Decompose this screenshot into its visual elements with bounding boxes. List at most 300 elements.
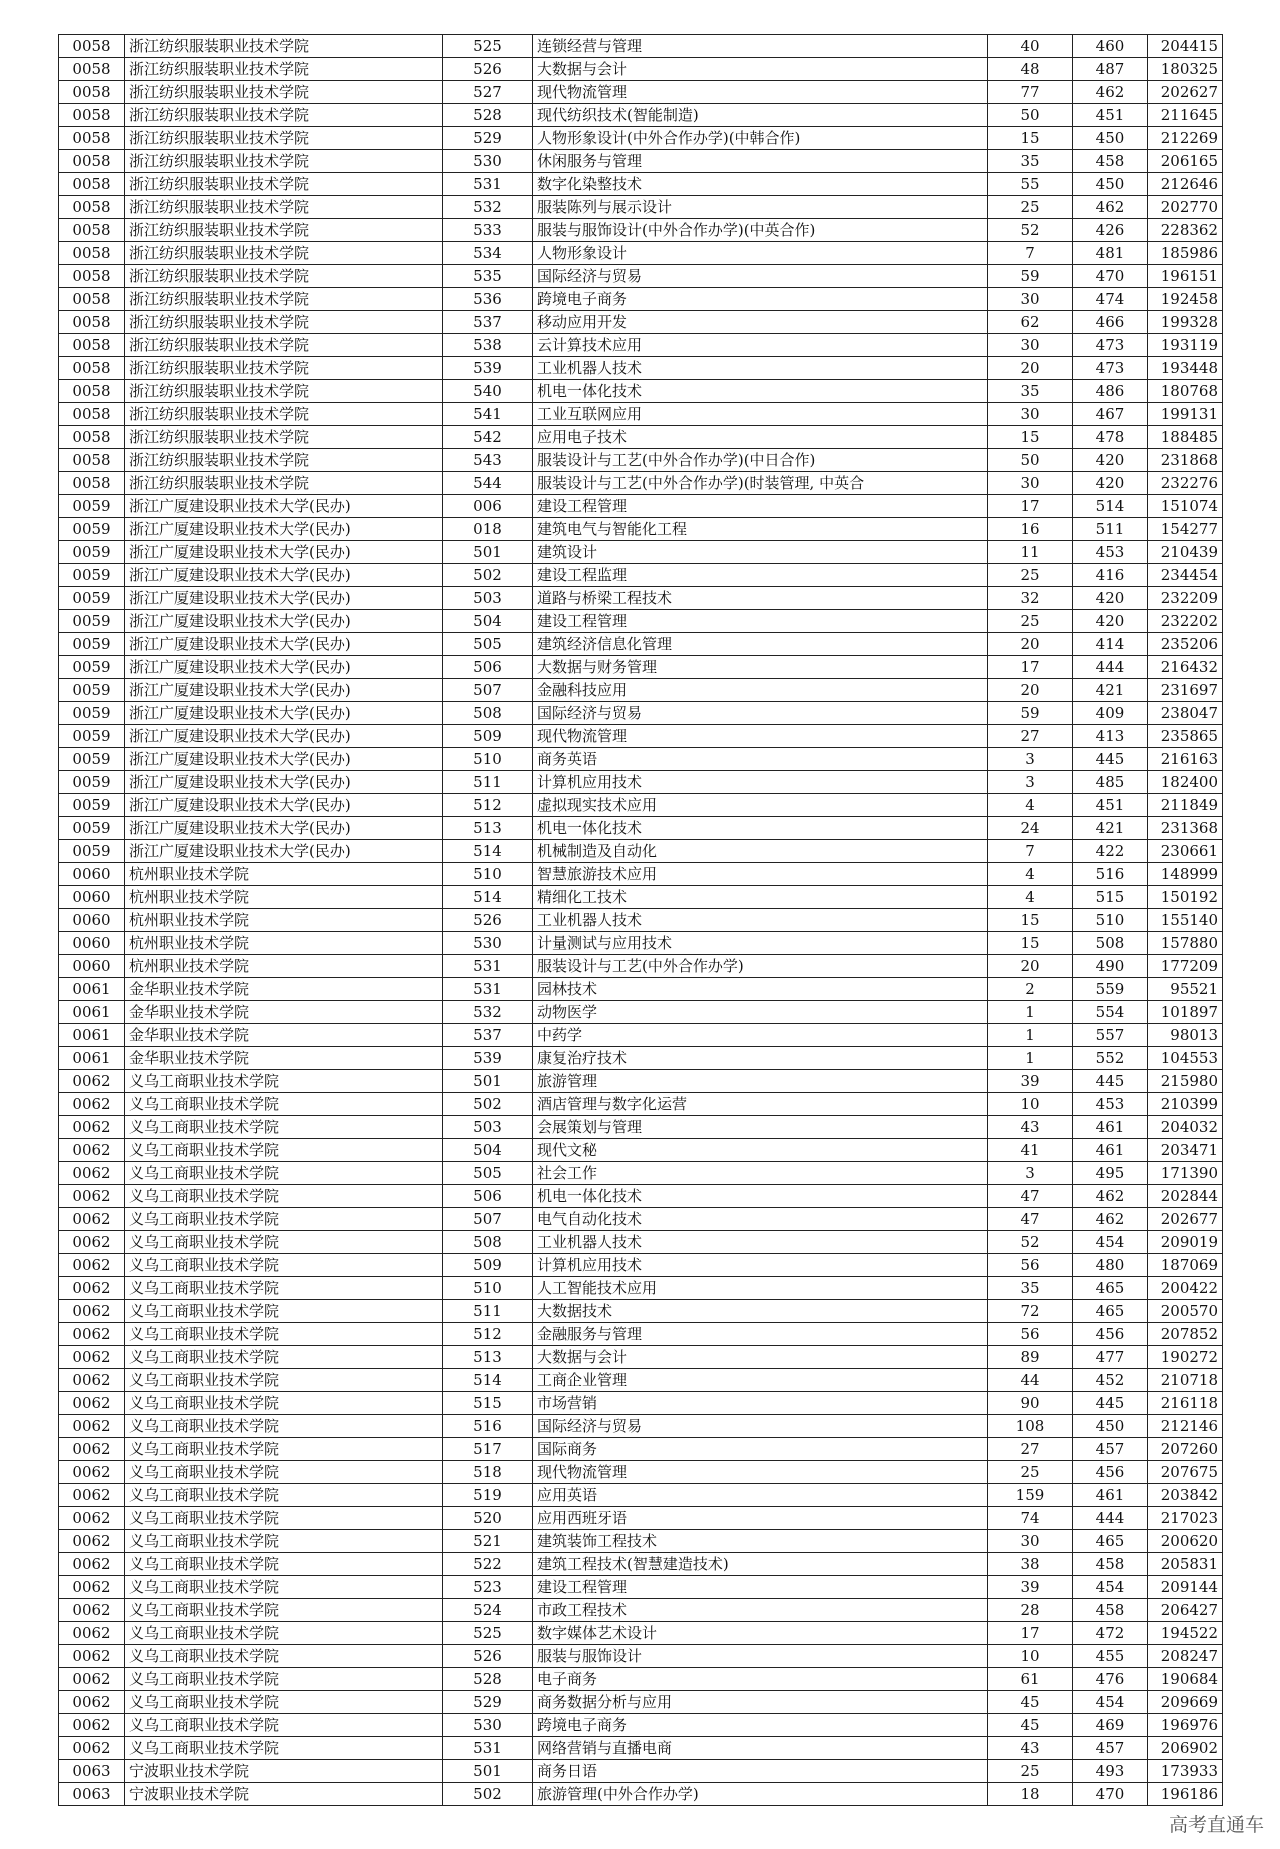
major-code-cell: 506 — [443, 1185, 533, 1208]
school-code-cell: 0062 — [59, 1346, 125, 1369]
school-name-cell: 金华职业技术学院 — [125, 1001, 443, 1024]
plan-count-cell: 28 — [988, 1599, 1073, 1622]
min-rank-cell: 200620 — [1148, 1530, 1223, 1553]
school-name-cell: 浙江纺织服装职业技术学院 — [125, 472, 443, 495]
table-row — [59, 1760, 1223, 1783]
major-name-cell: 人物形象设计 — [533, 242, 988, 265]
min-score-cell: 473 — [1073, 357, 1148, 380]
school-name-cell: 义乌工商职业技术学院 — [125, 1576, 443, 1599]
plan-count-cell: 39 — [988, 1070, 1073, 1093]
plan-count-cell: 159 — [988, 1484, 1073, 1507]
school-name-cell: 浙江广厦建设职业技术大学(民办) — [125, 771, 443, 794]
school-name-cell: 金华职业技术学院 — [125, 1047, 443, 1070]
major-name-cell: 网络营销与直播电商 — [533, 1737, 988, 1760]
min-rank-cell: 190272 — [1148, 1346, 1223, 1369]
min-score-cell: 416 — [1073, 564, 1148, 587]
table-row — [59, 150, 1223, 173]
table-row — [59, 1714, 1223, 1737]
major-code-cell: 530 — [443, 932, 533, 955]
major-name-cell: 建筑经济信息化管理 — [533, 633, 988, 656]
plan-count-cell: 10 — [988, 1645, 1073, 1668]
major-name-cell: 中药学 — [533, 1024, 988, 1047]
min-rank-cell: 209019 — [1148, 1231, 1223, 1254]
school-code-cell: 0062 — [59, 1622, 125, 1645]
min-score-cell: 490 — [1073, 955, 1148, 978]
major-code-cell: 532 — [443, 196, 533, 219]
school-code-cell: 0061 — [59, 1001, 125, 1024]
school-code-cell: 0062 — [59, 1185, 125, 1208]
min-rank-cell: 208247 — [1148, 1645, 1223, 1668]
major-code-cell: 503 — [443, 1116, 533, 1139]
min-score-cell: 421 — [1073, 679, 1148, 702]
school-name-cell: 浙江广厦建设职业技术大学(民办) — [125, 518, 443, 541]
major-name-cell: 金融科技应用 — [533, 679, 988, 702]
plan-count-cell: 43 — [988, 1116, 1073, 1139]
plan-count-cell: 20 — [988, 633, 1073, 656]
school-code-cell: 0059 — [59, 610, 125, 633]
major-code-cell: 515 — [443, 1392, 533, 1415]
major-code-cell: 525 — [443, 1622, 533, 1645]
major-name-cell: 大数据与财务管理 — [533, 656, 988, 679]
school-code-cell: 0059 — [59, 771, 125, 794]
school-code-cell: 0062 — [59, 1277, 125, 1300]
min-rank-cell: 212146 — [1148, 1415, 1223, 1438]
min-score-cell: 481 — [1073, 242, 1148, 265]
major-code-cell: 514 — [443, 886, 533, 909]
table-row — [59, 932, 1223, 955]
school-name-cell: 义乌工商职业技术学院 — [125, 1599, 443, 1622]
min-score-cell: 460 — [1073, 35, 1148, 58]
min-score-cell: 422 — [1073, 840, 1148, 863]
major-code-cell: 514 — [443, 840, 533, 863]
min-score-cell: 466 — [1073, 311, 1148, 334]
school-name-cell: 浙江广厦建设职业技术大学(民办) — [125, 495, 443, 518]
school-name-cell: 浙江广厦建设职业技术大学(民办) — [125, 610, 443, 633]
plan-count-cell: 56 — [988, 1323, 1073, 1346]
school-code-cell: 0062 — [59, 1553, 125, 1576]
table-row — [59, 1576, 1223, 1599]
plan-count-cell: 62 — [988, 311, 1073, 334]
min-score-cell: 470 — [1073, 1783, 1148, 1806]
school-name-cell: 杭州职业技术学院 — [125, 932, 443, 955]
min-score-cell: 450 — [1073, 127, 1148, 150]
min-score-cell: 454 — [1073, 1231, 1148, 1254]
min-rank-cell: 185986 — [1148, 242, 1223, 265]
school-name-cell: 浙江纺织服装职业技术学院 — [125, 403, 443, 426]
min-rank-cell: 202844 — [1148, 1185, 1223, 1208]
table-row — [59, 81, 1223, 104]
major-code-cell: 518 — [443, 1461, 533, 1484]
min-score-cell: 454 — [1073, 1576, 1148, 1599]
min-score-cell: 409 — [1073, 702, 1148, 725]
school-name-cell: 金华职业技术学院 — [125, 978, 443, 1001]
min-score-cell: 457 — [1073, 1438, 1148, 1461]
major-code-cell: 526 — [443, 1645, 533, 1668]
table-body — [59, 35, 1223, 1806]
school-code-cell: 0062 — [59, 1415, 125, 1438]
school-code-cell: 0062 — [59, 1070, 125, 1093]
min-rank-cell: 188485 — [1148, 426, 1223, 449]
min-score-cell: 516 — [1073, 863, 1148, 886]
school-code-cell: 0058 — [59, 196, 125, 219]
major-code-cell: 508 — [443, 1231, 533, 1254]
plan-count-cell: 24 — [988, 817, 1073, 840]
min-score-cell: 462 — [1073, 1185, 1148, 1208]
plan-count-cell: 52 — [988, 1231, 1073, 1254]
min-score-cell: 455 — [1073, 1645, 1148, 1668]
table-row — [59, 1645, 1223, 1668]
min-rank-cell: 157880 — [1148, 932, 1223, 955]
table-row — [59, 1507, 1223, 1530]
school-code-cell: 0062 — [59, 1576, 125, 1599]
major-name-cell: 智慧旅游技术应用 — [533, 863, 988, 886]
plan-count-cell: 43 — [988, 1737, 1073, 1760]
table-row — [59, 426, 1223, 449]
school-name-cell: 浙江纺织服装职业技术学院 — [125, 173, 443, 196]
min-rank-cell: 230661 — [1148, 840, 1223, 863]
plan-count-cell: 25 — [988, 1461, 1073, 1484]
min-score-cell: 445 — [1073, 1070, 1148, 1093]
table-row — [59, 1461, 1223, 1484]
table-row — [59, 472, 1223, 495]
major-code-cell: 522 — [443, 1553, 533, 1576]
min-score-cell: 473 — [1073, 334, 1148, 357]
school-name-cell: 义乌工商职业技术学院 — [125, 1438, 443, 1461]
major-code-cell: 524 — [443, 1599, 533, 1622]
min-score-cell: 461 — [1073, 1484, 1148, 1507]
major-code-cell: 511 — [443, 1300, 533, 1323]
school-name-cell: 浙江广厦建设职业技术大学(民办) — [125, 794, 443, 817]
school-code-cell: 0062 — [59, 1254, 125, 1277]
major-code-cell: 505 — [443, 1162, 533, 1185]
min-rank-cell: 190684 — [1148, 1668, 1223, 1691]
major-name-cell: 工业互联网应用 — [533, 403, 988, 426]
major-name-cell: 园林技术 — [533, 978, 988, 1001]
plan-count-cell: 48 — [988, 58, 1073, 81]
school-code-cell: 0058 — [59, 265, 125, 288]
plan-count-cell: 90 — [988, 1392, 1073, 1415]
major-name-cell: 建设工程管理 — [533, 1576, 988, 1599]
school-name-cell: 浙江纺织服装职业技术学院 — [125, 127, 443, 150]
major-name-cell: 商务英语 — [533, 748, 988, 771]
major-code-cell: 538 — [443, 334, 533, 357]
school-code-cell: 0058 — [59, 81, 125, 104]
min-score-cell: 461 — [1073, 1139, 1148, 1162]
plan-count-cell: 25 — [988, 564, 1073, 587]
table-row — [59, 1093, 1223, 1116]
school-code-cell: 0060 — [59, 955, 125, 978]
min-rank-cell: 211849 — [1148, 794, 1223, 817]
major-code-cell: 511 — [443, 771, 533, 794]
table-row — [59, 1783, 1223, 1806]
min-score-cell: 511 — [1073, 518, 1148, 541]
major-code-cell: 532 — [443, 1001, 533, 1024]
major-code-cell: 503 — [443, 587, 533, 610]
major-code-cell: 537 — [443, 1024, 533, 1047]
min-score-cell: 456 — [1073, 1461, 1148, 1484]
plan-count-cell: 45 — [988, 1691, 1073, 1714]
plan-count-cell: 108 — [988, 1415, 1073, 1438]
major-name-cell: 市场营销 — [533, 1392, 988, 1415]
school-code-cell: 0058 — [59, 127, 125, 150]
school-code-cell: 0059 — [59, 495, 125, 518]
school-name-cell: 浙江纺织服装职业技术学院 — [125, 288, 443, 311]
school-name-cell: 浙江纺织服装职业技术学院 — [125, 150, 443, 173]
plan-count-cell: 30 — [988, 1530, 1073, 1553]
school-name-cell: 浙江纺织服装职业技术学院 — [125, 334, 443, 357]
table-row — [59, 196, 1223, 219]
min-score-cell: 444 — [1073, 656, 1148, 679]
school-code-cell: 0062 — [59, 1461, 125, 1484]
major-name-cell: 工业机器人技术 — [533, 1231, 988, 1254]
major-name-cell: 建设工程管理 — [533, 495, 988, 518]
min-rank-cell: 231697 — [1148, 679, 1223, 702]
major-code-cell: 502 — [443, 1093, 533, 1116]
min-score-cell: 514 — [1073, 495, 1148, 518]
min-rank-cell: 215980 — [1148, 1070, 1223, 1093]
watermark: 高考直通车 — [1168, 1814, 1264, 1836]
min-rank-cell: 196151 — [1148, 265, 1223, 288]
min-rank-cell: 231868 — [1148, 449, 1223, 472]
major-name-cell: 大数据与会计 — [533, 58, 988, 81]
min-rank-cell: 192458 — [1148, 288, 1223, 311]
major-code-cell: 006 — [443, 495, 533, 518]
table-row — [59, 771, 1223, 794]
plan-count-cell: 4 — [988, 886, 1073, 909]
table-row — [59, 311, 1223, 334]
school-name-cell: 义乌工商职业技术学院 — [125, 1484, 443, 1507]
plan-count-cell: 45 — [988, 1714, 1073, 1737]
major-code-cell: 533 — [443, 219, 533, 242]
plan-count-cell: 30 — [988, 288, 1073, 311]
min-rank-cell: 200570 — [1148, 1300, 1223, 1323]
plan-count-cell: 4 — [988, 863, 1073, 886]
school-code-cell: 0062 — [59, 1507, 125, 1530]
min-rank-cell: 200422 — [1148, 1277, 1223, 1300]
plan-count-cell: 27 — [988, 1438, 1073, 1461]
major-code-cell: 544 — [443, 472, 533, 495]
min-rank-cell: 206902 — [1148, 1737, 1223, 1760]
major-code-cell: 523 — [443, 1576, 533, 1599]
major-name-cell: 旅游管理(中外合作办学) — [533, 1783, 988, 1806]
school-name-cell: 义乌工商职业技术学院 — [125, 1277, 443, 1300]
min-score-cell: 445 — [1073, 1392, 1148, 1415]
min-rank-cell: 177209 — [1148, 955, 1223, 978]
min-rank-cell: 171390 — [1148, 1162, 1223, 1185]
major-code-cell: 521 — [443, 1530, 533, 1553]
major-name-cell: 计量测试与应用技术 — [533, 932, 988, 955]
table-row — [59, 1024, 1223, 1047]
school-name-cell: 杭州职业技术学院 — [125, 909, 443, 932]
min-rank-cell: 155140 — [1148, 909, 1223, 932]
table-row — [59, 449, 1223, 472]
min-score-cell: 461 — [1073, 1116, 1148, 1139]
major-name-cell: 服装与服饰设计(中外合作办学)(中英合作) — [533, 219, 988, 242]
min-rank-cell: 202677 — [1148, 1208, 1223, 1231]
school-name-cell: 义乌工商职业技术学院 — [125, 1461, 443, 1484]
table-row — [59, 288, 1223, 311]
major-code-cell: 537 — [443, 311, 533, 334]
plan-count-cell: 59 — [988, 265, 1073, 288]
school-code-cell: 0062 — [59, 1530, 125, 1553]
min-rank-cell: 203842 — [1148, 1484, 1223, 1507]
school-name-cell: 浙江广厦建设职业技术大学(民办) — [125, 679, 443, 702]
min-rank-cell: 232276 — [1148, 472, 1223, 495]
min-rank-cell: 199328 — [1148, 311, 1223, 334]
school-name-cell: 义乌工商职业技术学院 — [125, 1185, 443, 1208]
school-code-cell: 0058 — [59, 35, 125, 58]
min-score-cell: 478 — [1073, 426, 1148, 449]
min-score-cell: 465 — [1073, 1530, 1148, 1553]
plan-count-cell: 32 — [988, 587, 1073, 610]
school-code-cell: 0059 — [59, 564, 125, 587]
plan-count-cell: 11 — [988, 541, 1073, 564]
major-name-cell: 服装陈列与展示设计 — [533, 196, 988, 219]
table-row — [59, 1346, 1223, 1369]
major-code-cell: 501 — [443, 1070, 533, 1093]
min-rank-cell: 207852 — [1148, 1323, 1223, 1346]
school-name-cell: 杭州职业技术学院 — [125, 886, 443, 909]
major-name-cell: 数字化染整技术 — [533, 173, 988, 196]
min-score-cell: 450 — [1073, 1415, 1148, 1438]
min-rank-cell: 101897 — [1148, 1001, 1223, 1024]
plan-count-cell: 7 — [988, 242, 1073, 265]
school-name-cell: 浙江纺织服装职业技术学院 — [125, 426, 443, 449]
major-name-cell: 应用英语 — [533, 1484, 988, 1507]
min-score-cell: 456 — [1073, 1323, 1148, 1346]
school-name-cell: 宁波职业技术学院 — [125, 1760, 443, 1783]
min-rank-cell: 180325 — [1148, 58, 1223, 81]
school-code-cell: 0058 — [59, 357, 125, 380]
major-name-cell: 应用电子技术 — [533, 426, 988, 449]
school-name-cell: 义乌工商职业技术学院 — [125, 1139, 443, 1162]
school-code-cell: 0062 — [59, 1737, 125, 1760]
school-name-cell: 杭州职业技术学院 — [125, 955, 443, 978]
table-row — [59, 380, 1223, 403]
plan-count-cell: 17 — [988, 1622, 1073, 1645]
plan-count-cell: 59 — [988, 702, 1073, 725]
major-name-cell: 精细化工技术 — [533, 886, 988, 909]
min-score-cell: 458 — [1073, 1553, 1148, 1576]
plan-count-cell: 2 — [988, 978, 1073, 1001]
min-rank-cell: 182400 — [1148, 771, 1223, 794]
plan-count-cell: 35 — [988, 1277, 1073, 1300]
school-code-cell: 0062 — [59, 1323, 125, 1346]
plan-count-cell: 30 — [988, 472, 1073, 495]
school-name-cell: 浙江纺织服装职业技术学院 — [125, 242, 443, 265]
min-rank-cell: 151074 — [1148, 495, 1223, 518]
major-name-cell: 国际经济与贸易 — [533, 702, 988, 725]
school-code-cell: 0058 — [59, 104, 125, 127]
major-code-cell: 514 — [443, 1369, 533, 1392]
school-name-cell: 义乌工商职业技术学院 — [125, 1346, 443, 1369]
min-score-cell: 420 — [1073, 610, 1148, 633]
table-row — [59, 1415, 1223, 1438]
major-name-cell: 电子商务 — [533, 1668, 988, 1691]
table-row — [59, 1737, 1223, 1760]
major-name-cell: 国际经济与贸易 — [533, 265, 988, 288]
major-code-cell: 543 — [443, 449, 533, 472]
min-rank-cell: 154277 — [1148, 518, 1223, 541]
plan-count-cell: 74 — [988, 1507, 1073, 1530]
major-code-cell: 517 — [443, 1438, 533, 1461]
plan-count-cell: 30 — [988, 403, 1073, 426]
school-code-cell: 0060 — [59, 909, 125, 932]
table-row — [59, 357, 1223, 380]
min-score-cell: 414 — [1073, 633, 1148, 656]
school-name-cell: 浙江纺织服装职业技术学院 — [125, 219, 443, 242]
min-rank-cell: 187069 — [1148, 1254, 1223, 1277]
plan-count-cell: 55 — [988, 173, 1073, 196]
plan-count-cell: 17 — [988, 495, 1073, 518]
min-score-cell: 465 — [1073, 1300, 1148, 1323]
table-row — [59, 1001, 1223, 1024]
plan-count-cell: 20 — [988, 357, 1073, 380]
min-score-cell: 462 — [1073, 81, 1148, 104]
major-name-cell: 建筑设计 — [533, 541, 988, 564]
min-rank-cell: 234454 — [1148, 564, 1223, 587]
table-row — [59, 1691, 1223, 1714]
major-code-cell: 507 — [443, 679, 533, 702]
major-code-cell: 507 — [443, 1208, 533, 1231]
school-code-cell: 0063 — [59, 1783, 125, 1806]
table-row — [59, 127, 1223, 150]
min-rank-cell: 232202 — [1148, 610, 1223, 633]
table-row — [59, 219, 1223, 242]
min-score-cell: 554 — [1073, 1001, 1148, 1024]
major-code-cell: 512 — [443, 1323, 533, 1346]
plan-count-cell: 40 — [988, 35, 1073, 58]
major-name-cell: 机电一体化技术 — [533, 817, 988, 840]
school-name-cell: 浙江广厦建设职业技术大学(民办) — [125, 840, 443, 863]
min-score-cell: 485 — [1073, 771, 1148, 794]
table-row — [59, 1185, 1223, 1208]
major-code-cell: 540 — [443, 380, 533, 403]
min-score-cell: 469 — [1073, 1714, 1148, 1737]
min-rank-cell: 202770 — [1148, 196, 1223, 219]
min-rank-cell: 196186 — [1148, 1783, 1223, 1806]
major-code-cell: 528 — [443, 1668, 533, 1691]
school-code-cell: 0060 — [59, 932, 125, 955]
school-name-cell: 浙江纺织服装职业技术学院 — [125, 196, 443, 219]
school-name-cell: 义乌工商职业技术学院 — [125, 1070, 443, 1093]
school-name-cell: 义乌工商职业技术学院 — [125, 1622, 443, 1645]
table-row — [59, 1162, 1223, 1185]
major-code-cell: 510 — [443, 1277, 533, 1300]
table-row — [59, 610, 1223, 633]
plan-count-cell: 15 — [988, 426, 1073, 449]
major-name-cell: 移动应用开发 — [533, 311, 988, 334]
school-name-cell: 义乌工商职业技术学院 — [125, 1714, 443, 1737]
school-code-cell: 0059 — [59, 817, 125, 840]
major-name-cell: 工业机器人技术 — [533, 909, 988, 932]
major-name-cell: 建设工程管理 — [533, 610, 988, 633]
major-name-cell: 机电一体化技术 — [533, 1185, 988, 1208]
school-code-cell: 0058 — [59, 288, 125, 311]
school-name-cell: 义乌工商职业技术学院 — [125, 1162, 443, 1185]
school-code-cell: 0059 — [59, 725, 125, 748]
major-code-cell: 519 — [443, 1484, 533, 1507]
major-name-cell: 云计算技术应用 — [533, 334, 988, 357]
school-code-cell: 0058 — [59, 173, 125, 196]
school-name-cell: 义乌工商职业技术学院 — [125, 1737, 443, 1760]
major-code-cell: 531 — [443, 1737, 533, 1760]
min-score-cell: 465 — [1073, 1277, 1148, 1300]
min-score-cell: 420 — [1073, 587, 1148, 610]
min-score-cell: 452 — [1073, 1369, 1148, 1392]
plan-count-cell: 56 — [988, 1254, 1073, 1277]
min-score-cell: 508 — [1073, 932, 1148, 955]
